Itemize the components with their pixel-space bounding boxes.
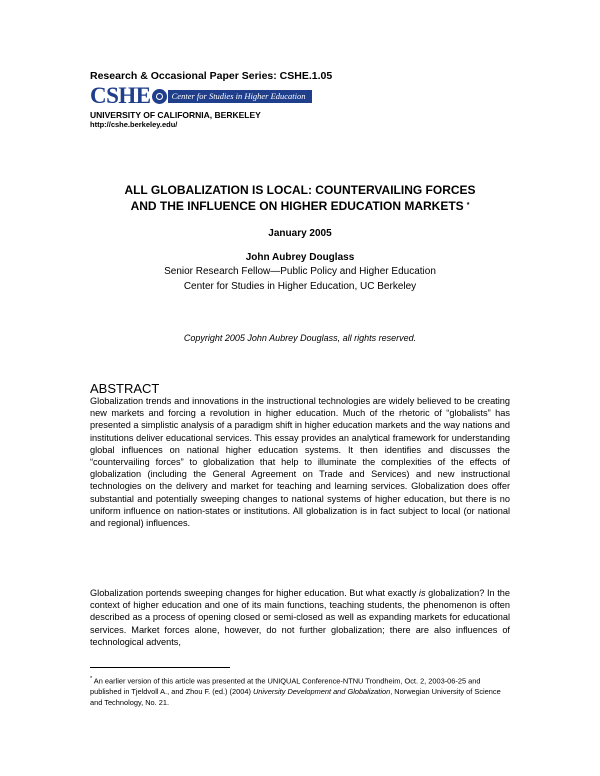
author-name: John Aubrey Douglass: [245, 252, 355, 263]
author-affiliation-1: Senior Research Fellow—Public Policy and Higher Education: [164, 266, 436, 277]
body-paragraph: [90, 587, 510, 648]
author-affiliation-2: Center for Studies in Higher Education, UC Berkeley: [183, 281, 417, 292]
abstract-text: Globalization trends and innovations in the instructional technologies are widely believed to be creating new markets and forcing a revolution in higher education. Much of the rhetoric of “globalists” has presented a simplistic analysis of a paradigm shift in higher education markets and the way nations and institutions deliver educational services. This essay provides an analytical framework for understanding global influences on national higher education systems. It then identifies and discusses the “countervailing forces” to globalization that help to illuminate the complexities of the effects of globalization (including the General Agreement on Trade and Services) and new instructional technologies on the delivery and market for teaching and learning services. Globalization does offer substantial and potentially sweeping changes to national systems of higher education, but there is no uniform influence on nation-states or institutions. All globalization is in fact subject to local (or national and regional) influences.: [90, 396, 510, 529]
footnote-book-title: University Development and Globalization: [252, 687, 391, 697]
copyright-notice: Copyright 2005 John Aubrey Douglass, all rights reserved.: [183, 333, 417, 343]
footnote-mark: *: [90, 676, 93, 682]
paper-title: [60, 182, 540, 214]
abstract-heading: ABSTRACT: [90, 381, 160, 396]
seal-icon: [152, 89, 167, 104]
body-emphasis: is: [418, 588, 426, 598]
title-line-1: ALL GLOBALIZATION IS LOCAL: COUNTERVAILING FORCES: [124, 183, 476, 197]
website-link[interactable]: http://cshe.berkeley.edu/: [90, 120, 178, 129]
footnote: [90, 674, 510, 708]
body-text-end: globalization? In the context of higher education and one of its main functions, teaching students, the phenomenon is often described as a process of opening closed or semi-closed as well as expanding markets for educational services. Market forces alone, however, do not further globalization; there are also influences of technological advents,: [90, 588, 510, 647]
university-name: UNIVERSITY OF CALIFORNIA, BERKELEY: [90, 110, 261, 120]
footnote-divider: [90, 667, 230, 668]
footnote-text-start: An earlier version of this article was presented at the UNIQUAL Conference-NTNU Trondheim, Oct. 2, 2003-06-25 and published in Tjeldvoll A., and Zhou F. (ed.) (2004): [90, 676, 481, 697]
body-text-start: Globalization portends sweeping changes for higher education. But what exactly: [90, 588, 419, 598]
cshe-logo: [90, 84, 312, 108]
logo-wordmark: CSHE: [90, 83, 151, 108]
publication-date: January 2005: [268, 228, 332, 239]
footnote-text-end: , Norwegian University of Science and Technology, No. 21.: [90, 687, 501, 708]
title-line-2-text: AND THE INFLUENCE ON HIGHER EDUCATION MARKETS: [130, 199, 464, 213]
logo-subtitle: Center for Studies in Higher Education: [168, 90, 312, 103]
title-line-2: [60, 198, 540, 214]
title-footnote-mark: *: [466, 202, 470, 209]
series-title: Research & Occasional Paper Series: CSHE.1.05: [90, 70, 333, 82]
